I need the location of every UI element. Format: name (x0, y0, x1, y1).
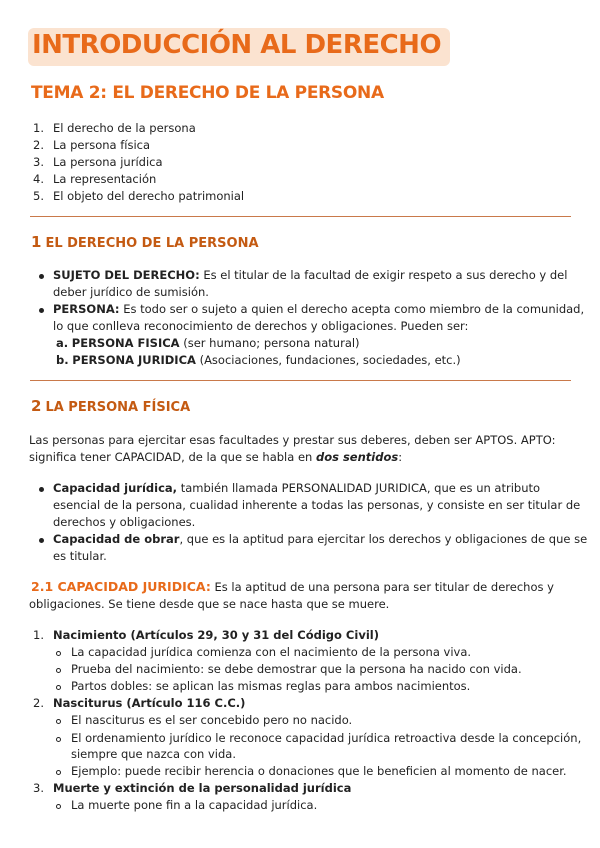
sub-bullet-icon (56, 719, 61, 724)
sub-bullet-icon (56, 770, 61, 775)
topic-title: TEMA 2: EL DERECHO DE LA PERSONA (31, 83, 384, 103)
nacimiento-sub-item: La capacidad jurídica comienza con el nacimiento de la persona viva. (71, 645, 472, 659)
nacimiento-sub-item: Prueba del nacimiento: se debe demostrar que la persona ha nacido con vida. (71, 662, 522, 676)
section-divider (30, 216, 571, 217)
toc-item: 2. La persona física (33, 138, 151, 152)
sujeto-line-1: SUJETO DEL DERECHO: Es el titular de la facultad de exigir respeto a sus derecho y del (53, 268, 568, 282)
toc-item: 3. La persona jurídica (33, 155, 163, 169)
toc-item: 5. El objeto del derecho patrimonial (33, 189, 245, 203)
section-2-intro-line-2: significa tener CAPACIDAD, de la que se habla en dos sentidos: (29, 450, 403, 464)
sub-bullet-icon (56, 685, 61, 690)
title-highlight (28, 28, 450, 66)
nasciturus-sub-item-cont: siempre que nazca con vida. (71, 747, 236, 761)
section-2-1-line-2: obligaciones. Se tiene desde que se nace hasta que se muere. (29, 597, 390, 611)
capacidad-obrar-line-1: Capacidad de obrar, que es la aptitud para ejercitar los derechos y obligaciones de que se (53, 532, 588, 546)
capacidad-juridica-line-2: esencial de la persona, cualidad inherente a todas las personas, y consiste en ser titular de (53, 498, 581, 512)
capacidad-juridica-line-1: Capacidad jurídica, también llamada PERSONALIDAD JURIDICA, que es un atributo (53, 481, 541, 495)
sub-bullet-icon (56, 804, 61, 809)
bullet-icon (39, 538, 44, 543)
persona-type-a: a. PERSONA FISICA (ser humano; persona natural) (56, 336, 360, 350)
sub-bullet-icon (56, 737, 61, 742)
sub-bullet-icon (56, 668, 61, 673)
table-of-contents (33, 120, 244, 205)
nasciturus-sub-item: El ordenamiento jurídico le reconoce capacidad jurídica retroactiva desde la concepción, (71, 731, 582, 745)
document-title: INTRODUCCIÓN AL DERECHO (32, 30, 442, 60)
persona-line-1: PERSONA: Es todo ser o sujeto a quien el derecho acepta como miembro de la comunidad, (53, 302, 585, 316)
bullet-icon (39, 274, 44, 279)
section-2-intro-line-1: Las personas para ejercitar esas facultades y prestar sus deberes, deben ser APTOS. APTO: (29, 433, 556, 447)
nasciturus-sub-item: El nasciturus es el ser concebido pero no nacido. (71, 713, 353, 727)
nacimiento-sub-item: Partos dobles: se aplican las mismas reglas para ambos nacimientos. (71, 679, 471, 693)
toc-item: 1. El derecho de la persona (33, 121, 196, 135)
capacidad-juridica-line-3: derechos y obligaciones. (53, 515, 196, 529)
muerte-heading: 3. Muerte y extinción de la personalidad jurídica (33, 781, 352, 795)
sujeto-line-2: deber jurídico de sumisión. (53, 285, 209, 299)
capacidad-obrar-line-2: es titular. (53, 549, 107, 563)
section-2-heading: 2 LA PERSONA FÍSICA (31, 397, 191, 415)
nasciturus-heading: 2. Nasciturus (Artículo 116 C.C.) (33, 696, 246, 710)
persona-type-b: b. PERSONA JURIDICA (Asociaciones, fundaciones, sociedades, etc.) (56, 353, 461, 367)
section-2-1-line-1: 2.1 CAPACIDAD JURIDICA: Es la aptitud de una persona para ser titular de derechos y (31, 579, 554, 594)
section-1-heading: 1 EL DERECHO DE LA PERSONA (31, 233, 259, 251)
toc-item: 4. La representación (33, 172, 157, 186)
nacimiento-heading: 1. Nacimiento (Artículos 29, 30 y 31 del Código Civil) (33, 628, 379, 642)
sub-bullet-icon (56, 651, 61, 656)
muerte-sub-item: La muerte pone fin a la capacidad jurídica. (71, 798, 318, 812)
nasciturus-sub-item: Ejemplo: puede recibir herencia o donaciones que le beneficien al momento de nacer. (71, 764, 567, 778)
bullet-icon (39, 308, 44, 313)
section-divider (30, 380, 571, 381)
bullet-icon (39, 487, 44, 492)
persona-line-2: lo que conlleva reconocimiento de derechos y obligaciones. Pueden ser: (53, 319, 469, 333)
